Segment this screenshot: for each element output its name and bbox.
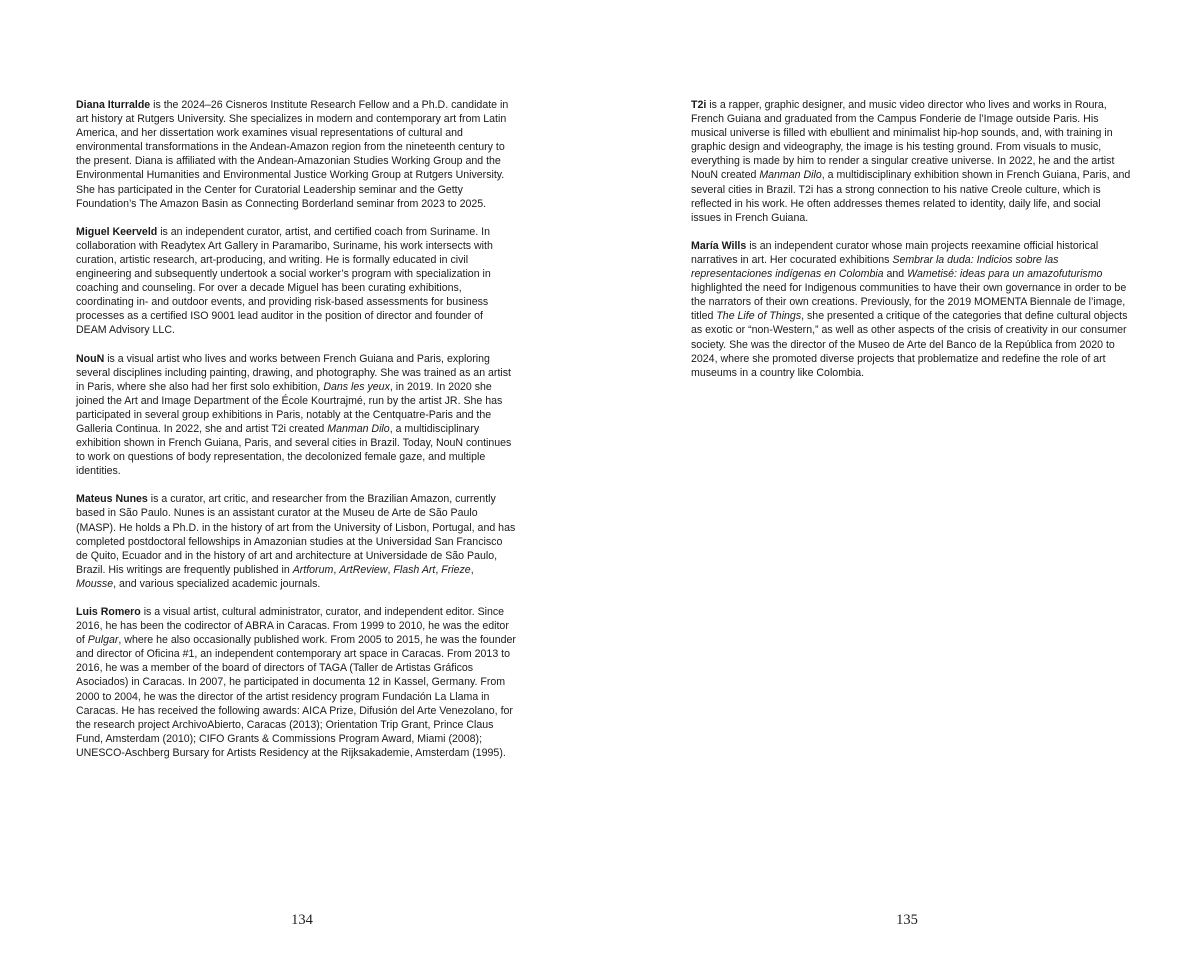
bio-text: is a visual artist who lives and works between French Guiana and Paris, exploring several disciplines including painting, drawing, and photography. She was trained as an artist in Paris, where she also had her first solo exhibition, — [76, 352, 511, 393]
bio-text: is a rapper, graphic designer, and music video director who lives and works in Roura, French Guiana and graduated from the Campus Fonderie de l’Image outside Paris. His musical universe is filled with ebullient and minimalist hip-hop sounds, and, with training in graphic design and videography, the image is his testing ground. From visuals to music, everything is made by him to render a singular creative universe. In 2022, he and the artist NouN created — [691, 99, 1115, 182]
bio-text: , — [333, 563, 340, 576]
bio-entry — [691, 98, 1131, 225]
bio-name: Diana Iturralde — [76, 99, 151, 111]
bio-text: , — [470, 563, 474, 576]
bio-text: is an independent curator whose main projects reexamine official historical narratives in art. Her cocurated exhibitions — [691, 239, 1099, 266]
bio-text: is an independent curator, artist, and certified coach from Suriname. In collaboration with Readytex Art Gallery in Paramaribo, Suriname, his work intersects with curation, artistic research, art-producing, and writing. He is formally educated in civil engineering and subsequently undertook a social worker’s program with specialization in coaching and counseling. For over a decade Miguel has been curating exhibitions, coordinating in- and outdoor events, and providing risk-based assessments for business processes as a certified ISO 9001 lead auditor in the position of director and founder of DEAM Advisory LLC. — [76, 225, 493, 337]
bio-text: is a visual artist, cultural administrator, curator, and independent editor. Since 2016, he has been the codirector of ABRA in Caracas. From 1999 to 2010, he was the editor of — [76, 606, 509, 647]
right-page — [600, 0, 1200, 966]
bio-entry — [76, 492, 516, 591]
bio-name: Miguel Keerveld — [76, 225, 158, 238]
italic-title: Sembrar la duda: Indicios sobre las representaciones indígenas en Colombia — [691, 253, 1059, 281]
italic-title: Flash Art — [393, 563, 436, 576]
bio-text: , where he also occasionally published work. From 2005 to 2015, he was the founder and director of Oficina #1, an independent contemporary art space in Caracas. From 2013 to 2016, he was a member of the board of directors of TAGA (Taller de Artistas Gráficos Asociados) in Caracas. In 2007, he participated in documenta 12 in Kassel, Germany. From 2000 to 2004, he was the director of the artist residency program Fundación La Llama in Caracas. He has received the following awards: AICA Prize, Difusión del Arte Venezolano, for the research project ArchivoAbierto, Caracas (2013); Orientation Trip Grant, Prince Claus Fund, Amsterdam (2010); CIFO Grants & Commissions Program Award, Miami (2008); UNESCO-Aschberg Bursary for Artists Residency at the Rijksakademie, Amsterdam (1995). — [76, 634, 516, 759]
italic-title: Pulgar — [87, 634, 119, 647]
bio-name: María Wills — [691, 239, 747, 252]
bio-name: NouN — [76, 352, 105, 365]
italic-title: Wametisé: ideas para un amazofuturismo — [907, 268, 1103, 281]
italic-title: Manman Dilo — [759, 169, 822, 182]
bio-text: , — [387, 563, 394, 576]
bio-column — [691, 98, 1131, 394]
bio-column — [76, 98, 516, 774]
bio-text: , — [435, 563, 442, 576]
italic-title: The Life of Things — [716, 310, 802, 323]
bio-text: is a curator, art critic, and researcher from the Brazilian Amazon, currently based in São Paulo. Nunes is an assistant curator at the Museu de Arte de São Paulo (MASP). He holds a Ph.D. in the history of art from the University of Lisbon, Portugal, and has completed postdoctoral fellowships in Amazonian studies at the Universidad San Francisco de Quito, Ecuador and in the history of art and architecture at Universidade de São Paulo, Brazil. His writings are frequently published in — [76, 493, 516, 576]
bio-entry — [76, 352, 516, 479]
bio-text: , in 2019. In 2020 she joined the Art and Image Department of the École Kourtrajmé, run by the artist JR. She has participated in several group exhibitions in Paris, notably at the Centquatre-Paris and the Galleria Continua. In 2022, she and artist T2i created — [76, 380, 503, 435]
bio-name: T2i — [691, 99, 707, 111]
bio-entry — [76, 225, 516, 338]
bio-entry — [76, 605, 516, 760]
italic-title: Frieze — [441, 563, 471, 576]
italic-title: Manman Dilo — [327, 422, 390, 435]
bio-text: , a multidisciplinary exhibition shown in French Guiana, Paris, and several cities in Brazil. Today, NouN continues to work on questions of body representation, the decolonized female gaze, and multiple identities. — [76, 422, 512, 478]
italic-title: Dans les yeux — [323, 380, 390, 393]
bio-text: , a multidisciplinary exhibition shown in French Guiana, Paris, and several cities in Brazil. T2i has a strong connection to his native Creole culture, which is reflected in his work. He often addresses themes related to identity, daily life, and social issues in French Guiana. — [691, 169, 1131, 224]
italic-title: Artforum — [292, 563, 334, 576]
bio-name: Mateus Nunes — [76, 493, 148, 506]
bio-name: Luis Romero — [76, 606, 141, 618]
bio-entry — [76, 98, 516, 211]
bio-text: , she presented a critique of the categories that define cultural objects as exotic or “non-Western,” as well as other aspects of the crisis of creativity in our consumer society. She was the director of the Museo de Arte del Banco de la República from 2020 to 2024, where she promoted diverse projects that problematize and redefine the role of art museums in a country like Colombia. — [691, 310, 1128, 379]
page-number: 135 — [896, 912, 918, 928]
page-number: 134 — [291, 912, 313, 928]
italic-title: Mousse — [76, 577, 114, 590]
bio-text: highlighted the need for Indigenous communities to have their own governance in order to be the narrators of their own creations. Previously, for the 2019 MOMENTA Biennale de l’image, titled — [691, 282, 1127, 323]
bio-text: and — [883, 268, 908, 281]
italic-title: ArtReview — [339, 563, 388, 576]
bio-text: is the 2024–26 Cisneros Institute Research Fellow and a Ph.D. candidate in art history at Rutgers University. She specializes in modern and contemporary art from Latin America, and her dissertation work examines visual representations of cultural and environmental transformations in the Andean-Amazon region from the nineteenth century to the present. Diana is affiliated with the Andean-Amazonian Studies Working Group and the Environmental Humanities and Environmental Justice Working Group at Rutgers University. She has participated in the Center for Curatorial Leadership seminar and the Getty Foundation’s The Amazon Basin as Connecting Borderland seminar from 2023 to 2025. — [76, 99, 509, 210]
bio-entry — [691, 239, 1131, 380]
bio-text: , and various specialized academic journals. — [113, 577, 321, 590]
